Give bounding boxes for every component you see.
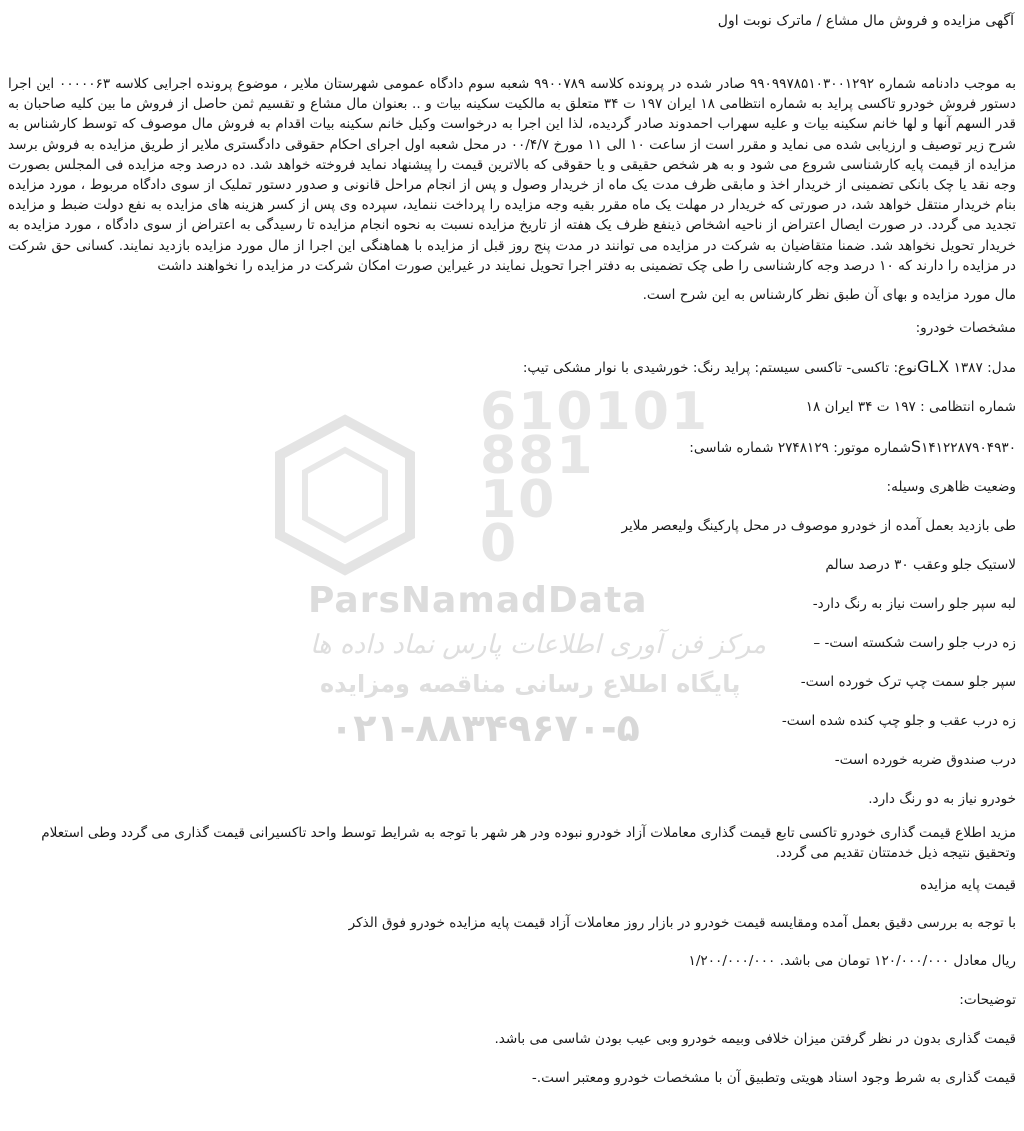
notes-heading: توضیحات: <box>959 992 1016 1009</box>
engine-line <box>8 437 1016 458</box>
condition-item: سپر جلو سمت چپ ترک خورده است- <box>800 674 1016 691</box>
condition-item: خودرو نیاز به دو رنگ دارد. <box>868 791 1016 808</box>
engine-suffix: ۱۴۱۲۲۸۷۹۰۴۹۳۰شماره موتور: ۲۷۴۸۱۲۹ شماره شاسی: <box>689 440 1016 457</box>
watermark-line-2: پایگاه اطلاع رسانی مناقصه ومزایده <box>320 670 741 698</box>
condition-heading: وضعیت ظاهری وسیله: <box>886 479 1016 496</box>
watermark-line-1: مرکز فن آوری اطلاعات پارس نماد داده ها <box>310 630 766 660</box>
base-price-text: با توجه به بررسی دقیق بعمل آمده ومقایسه قیمت خودرو در بازار روز معاملات آزاد قیمت پایه مزایده خودرو فوق الذکر <box>348 915 1016 932</box>
note-item: قیمت گذاری به شرط وجود اسناد هویتی وتطبیق آن با مشخصات خودرو ومعتبر است.- <box>531 1070 1016 1087</box>
announcement-title: آگهی مزایده و فروش مال مشاع / ماترک نوبت اول <box>717 13 1014 29</box>
condition-item: زه درب عقب و جلو چپ کنده شده است- <box>781 713 1016 730</box>
condition-item: لبه سپر جلو راست نیاز به رنگ دارد- <box>812 596 1016 613</box>
watermark-digits: 610101 881 10 0 <box>480 382 710 574</box>
engine-prefix: S <box>910 437 922 457</box>
model-latin: GLX <box>916 357 950 377</box>
condition-item: طی بازدید بعمل آمده از خودرو موصوف در محل پارکینگ ولیعصر ملایر <box>621 518 1016 535</box>
condition-item: درب صندوق ضربه خورده است- <box>834 752 1016 769</box>
watermark-phone: ۰۲۱-۸۸۳۴۹۶۷۰-۵ <box>330 706 640 750</box>
model-suffix: نوع: تاکسی- تاکسی سیستم: پراید رنگ: خورشیدی با نوار مشکی تیپ: <box>522 360 917 377</box>
plate-line: شماره انتظامی : ۱۹۷ ت ۳۴ ایران ۱۸ <box>805 399 1016 416</box>
condition-item: زه درب جلو راست شکسته است- – <box>813 635 1016 652</box>
model-prefix: مدل: ۱۳۸۷ <box>949 360 1016 377</box>
condition-item: لاستیک جلو وعقب ۳۰ درصد سالم <box>825 557 1016 574</box>
base-price-value: ریال معادل ۱۲۰/۰۰۰/۰۰۰ تومان می باشد. ۱/۲۰۰/۰۰۰/۰۰۰ <box>688 953 1016 970</box>
intro-paragraph: به موجب دادنامه شماره ۹۹۰۹۹۷۸۵۱۰۳۰۰۱۲۹۲ صادر شده در پرونده کلاسه ۹۹۰۰۷۸۹ شعبه سوم دادگاه عمومی شهرستان ملایر ، موضوع پرونده اجرایی کلاسه ۰۰۰۰۰۶۳ این اجرا دستور فروش خودرو تاکسی پراید به شماره انتظامی ۱۸ ایران ۱۹۷ ت ۳۴ متعلق به مالکیت سکینه بیات و .. بعنوان مال مشاع و تقسیم ثمن حاصل از فروش ما بین کلیه صاحبان به قدر السهم آنها و لها خانم سکینه بیات و علیه سهراب احمدوند صادر گردیده، لذا این اجرا به درخواست وکیل خانم سکینه بیات اقدام به فروش مال موصوف که توسط کارشناس به شرح زیر توصیف و ارزیابی شده می نماید و مقرر است از ساعت ۱۰ الی ۱۱ مورخ ۰۰/۴/۷ در محل شعبه اول اجرای احکام حقوقی دادگستری ملایر از طریق مزایده به فروش برسد مزایده از قیمت پایه کارشناسی شروع می شود و به هر شخص حقیقی و یا حقوقی که بالاترین قیمت را پیشنهاد نماید فروخته خواهد شد. ده درصد وجه مزایده فی المجلس بصورت وجه نقد یا چک بانکی تضمینی از خریدار اخذ و مابقی ظرف مدت یک ماه از خریدار وصول و پس از انجام مراحل قانونی و صدور دستور تملیک از سوی دادگاه مربوط ، مورد مزایده بنام خریدار منتقل خواهد شد، در صورتی که خریدار در مهلت یک ماه مقرر بقیه وجه مزایده را پرداخت ننماید، سپرده وی پس از کسر هزینه های مزایده به نفع دولت ضبط و مزایده تجدید می گردد. در صورت ایصال اعتراض از ناحیه اشخاص ذینفع ظرف یک هفته از تاریخ مزایده نسبت به نحوه انجام مزایده تا رسیدگی به اعتراض از سوی دادگاه ، مورد مزایده به خریدار تحویل نخواهد شد. ضمنا متقاضیان به شرکت در مزایده می توانند در مدت پنج روز قبل از مزایده با هماهنگی این اجرا از مال مورد مزایده بازدید نمایند. کسانی حق شرکت در مزایده را دارند که ۱۰ درصد وجه کارشناسی را طی چک تضمینی به دفتر اجرا تحویل نمایند در غیراین صورت امکان شرکت در مزایده را نخواهند داشت <box>8 76 1016 274</box>
base-price-heading: قیمت پایه مزایده <box>919 877 1016 894</box>
subject-line: مال مورد مزایده و بهای آن طبق نظر کارشناس به این شرح است. <box>642 287 1016 304</box>
pricing-note: مزید اطلاع قیمت گذاری خودرو تاکسی تابع قیمت گذاری معاملات آزاد خودرو نبوده ودر هر شهر با توجه به شرایط توسط واحد تاکسیرانی قیمت گذاری می گردد وطی استعلام وتحقیق نتیجه ذیل خدمتتان تقدیم می گردد. <box>41 825 1016 862</box>
specs-heading: مشخصات خودرو: <box>915 320 1016 337</box>
watermark-brand: ParsNamadData <box>308 580 648 621</box>
model-line <box>8 357 1016 378</box>
note-item: قیمت گذاری بدون در نظر گرفتن میزان خلافی وبیمه خودرو وبی عیب بودن شاسی می باشد. <box>494 1031 1016 1048</box>
